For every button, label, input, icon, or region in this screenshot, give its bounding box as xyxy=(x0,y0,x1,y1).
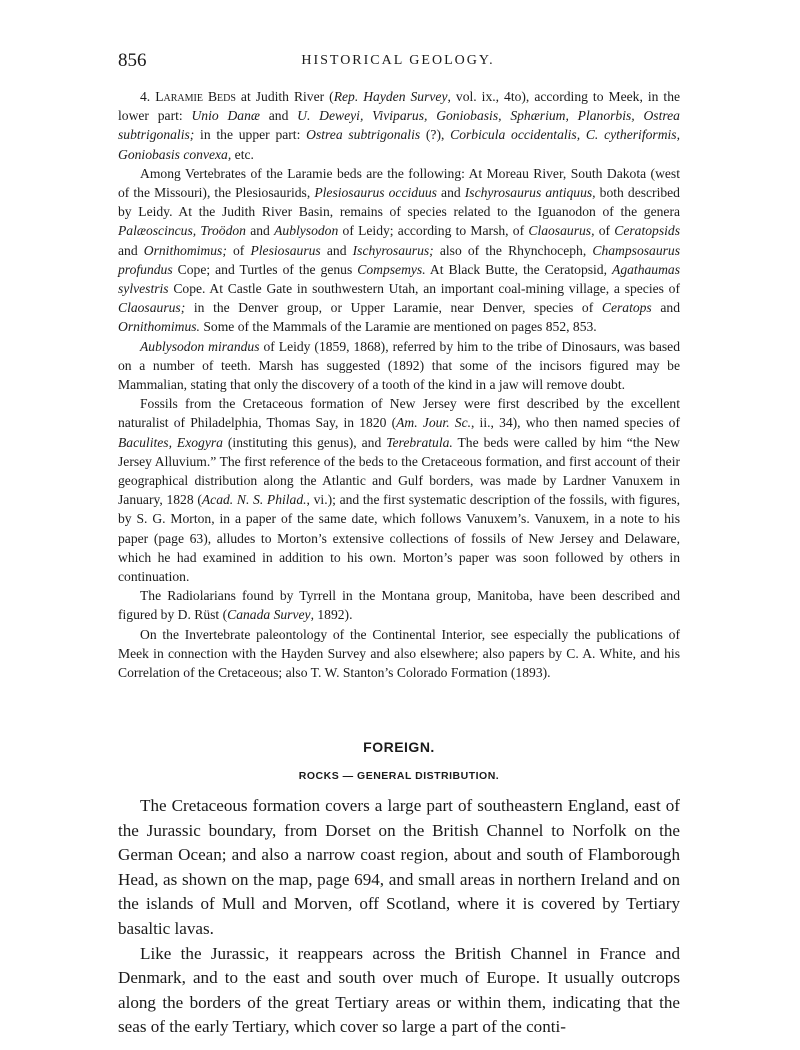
text-run: of Leidy (1859, 1868), referred by him to the tribe of Dinosaurs, was based on a number of teeth. Marsh has suggested (1892) that some of the incisors figured may be Mammalian, stating that only the discovery of a tooth of the kind in a jaw will remove doubt. xyxy=(118,338,680,393)
italic-text-run: Plesiosaurus occiduus xyxy=(314,185,437,201)
italic-text-run: Terebratula. xyxy=(386,434,453,450)
paragraph xyxy=(118,394,680,586)
text-run: , ii., 34), who then named species of xyxy=(471,415,681,431)
italic-text-run: Unio Danæ xyxy=(191,108,260,124)
text-run: at Judith River ( xyxy=(235,89,334,104)
text-run: At Black Butte, the Ceratopsid, xyxy=(425,261,613,277)
text-run: Fossils from the Cretaceous formation of New Jersey were first described by the excellent naturalist of Philadelphia, Thomas Say, in 1820 ( xyxy=(118,396,680,431)
page-header xyxy=(118,50,678,76)
text-run: and xyxy=(651,300,680,316)
small-caps-run: Laramie Beds xyxy=(155,89,236,104)
text-run: etc. xyxy=(231,146,254,162)
text-run: and xyxy=(320,242,353,258)
italic-text-run: Palæoscincus, Troödon xyxy=(118,223,246,239)
italic-text-run: Ischyrosaurus; xyxy=(352,242,434,258)
paragraph xyxy=(118,942,680,1040)
text-run: (?), xyxy=(420,127,451,143)
text-run: and xyxy=(245,223,275,239)
italic-text-run: Claosaurus, xyxy=(528,223,595,239)
italic-text-run: Aublysodon mirandus xyxy=(140,338,260,354)
italic-text-run: Agathaumas sylvestris xyxy=(118,261,680,297)
text-run: On the Invertebrate paleontology of the Continental Interior, see especially the publications of Meek in connection with the Hayden Survey and also elsewhere; also papers by C. A. White, and his Correlation of the Cretaceous; also T. W. Stanton’s Colorado Formation (1893). xyxy=(118,626,680,681)
paragraph xyxy=(118,625,680,683)
italic-text-run: Canada Survey xyxy=(227,607,311,623)
text-run: and xyxy=(436,185,465,201)
italic-text-run: Ornithomimus; xyxy=(143,242,227,258)
text-run: , vol. ix., 4to), according to Meek, in the lower part: xyxy=(118,89,681,124)
paragraph xyxy=(118,337,680,395)
paragraph xyxy=(118,794,680,942)
text-run: Among Vertebrates of the Laramie beds are the following: At Moreau River, South Dakota (west of the Missouri), the Plesiosaurids, xyxy=(118,165,680,201)
text-run: in the Denver group, or Upper Laramie, near Denver, species of xyxy=(185,300,602,316)
section-heading: FOREIGN. xyxy=(363,739,435,755)
italic-text-run: Acad. N. S. Philad. xyxy=(201,492,307,508)
text-run: , 1892). xyxy=(310,607,353,623)
paragraph xyxy=(118,164,680,337)
italic-text-run: Compsemys. xyxy=(357,261,426,277)
subsection-heading: ROCKS — GENERAL DISTRIBUTION. xyxy=(298,770,500,782)
text-run: in the upper part: xyxy=(194,127,307,143)
text-run: The beds were called by him “the New Jersey Alluvium.” The first reference of the beds to the Cretaceous formation, and first account of their geographical distribution along the Atlantic and Gulf borders, was made by Lardner Vanuxem in January, 1828 ( xyxy=(118,434,680,508)
italic-text-run: Claosaurus; xyxy=(118,300,186,316)
text-run: Cope; and Turtles of the genus xyxy=(172,261,358,277)
italic-text-run: Am. Jour. Sc. xyxy=(396,415,471,431)
text-run: The Radiolarians found by Tyrrell in the Montana group, Manitoba, have been described and figured by D. Rüst ( xyxy=(118,588,680,623)
text-run: also of the Rhynchoceph, xyxy=(433,242,593,258)
text-run: Like the Jurassic, it reappears across the British Channel in France and Denmark, and to the east and south over much of Europe. It usually outcrops along the borders of the great Tertiary areas or within them, indicating that the seas of the early Tertiary, which cover so large a part of the conti- xyxy=(118,943,680,1037)
page-number: 856 xyxy=(118,50,147,71)
italic-text-run: Ischyrosaurus antiquus, xyxy=(464,185,596,201)
italic-text-run: Champsosaurus profundus xyxy=(118,242,681,277)
text-run: , vi.); and the first systematic description of the fossils, with figures, by S. G. Morton, in a paper of the same date, which follows Vanuxem’s. Vanuxem, in a note to his paper (page 63), alludes to Morton’s extensive collections of fossils of New Jersey and Delaware, which he had examined in addition to his own. Morton’s paper was soon followed by others in continuation. xyxy=(118,492,680,585)
italic-text-run: Corbicula occidentalis, C. cytheriformis, Goniobasis convexa, xyxy=(118,127,680,162)
italic-text-run: Ceratopsids xyxy=(614,223,680,239)
paragraph xyxy=(118,586,680,624)
text-run: of Leidy; according to Marsh, of xyxy=(338,223,529,239)
small-print-section xyxy=(118,87,680,682)
italic-text-run: Ostrea subtrigonalis xyxy=(306,127,421,143)
body-text-section xyxy=(118,794,680,1040)
text-run: 4. xyxy=(140,89,156,104)
italic-text-run: Baculites, Exogyra xyxy=(118,434,223,450)
text-run: both described by Leidy. At the Judith River Basin, remains of species related to the Iguanodon of the genera xyxy=(118,185,680,220)
text-run: (instituting this genus), and xyxy=(222,434,387,450)
italic-text-run: Rep. Hayden Survey xyxy=(333,89,448,104)
text-run: Cope. At Castle Gate in southwestern Utah, an important coal-mining village, a species of xyxy=(168,281,680,297)
text-run: of xyxy=(594,223,615,239)
text-run: of xyxy=(226,242,251,258)
italic-text-run: Ornithomimus. xyxy=(118,319,200,335)
running-head: HISTORICAL GEOLOGY. xyxy=(301,53,495,68)
italic-text-run: Aublysodon xyxy=(274,223,339,239)
italic-text-run: U. Deweyi, Viviparus, Goniobasis, Sphærium, Planorbis, Ostrea subtrigonalis; xyxy=(118,108,680,143)
italic-text-run: Plesiosaurus xyxy=(250,242,321,258)
text-run: and xyxy=(118,242,144,258)
text-run: The Cretaceous formation covers a large part of southeastern England, east of the Jurassic boundary, from Dorset on the British Channel to Norfolk on the German Ocean; and also a narrow coast region, about and south of Flamborough Head, as shown on the map, page 694, and small areas in northern Ireland and on the islands of Mull and Morven, off Scotland, where it is covered by Tertiary basaltic lavas. xyxy=(118,796,680,938)
italic-text-run: Ceratops xyxy=(601,300,652,316)
paragraph xyxy=(118,87,680,164)
text-run: Some of the Mammals of the Laramie are mentioned on pages 852, 853. xyxy=(199,319,597,335)
text-run: and xyxy=(259,108,298,124)
